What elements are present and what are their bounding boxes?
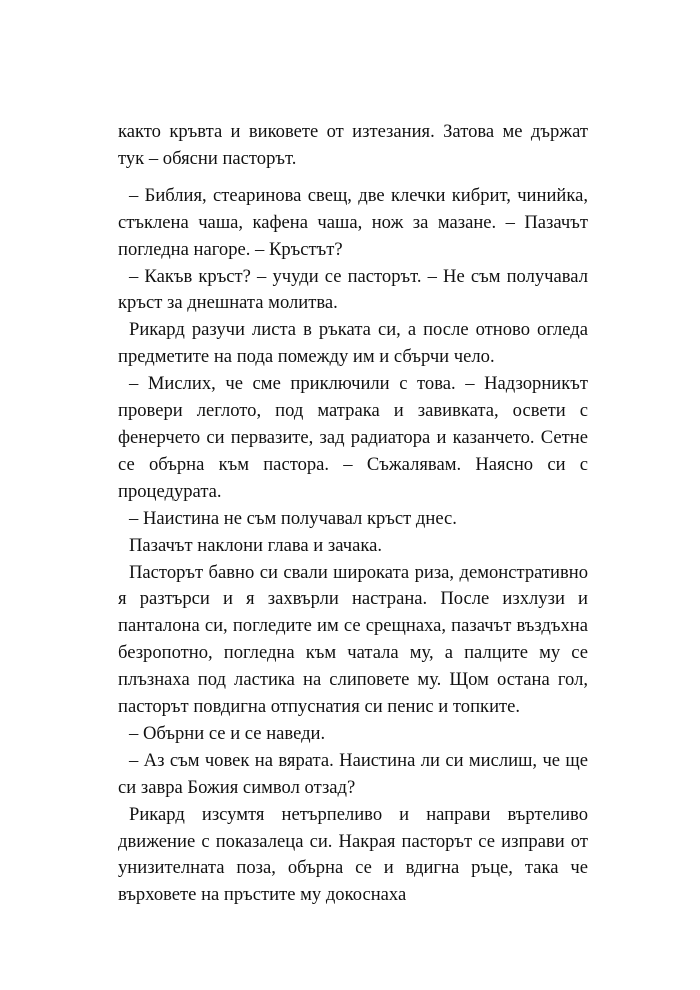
paragraph: както кръвта и виковете от изтезания. Затова ме държат тук – обясни пасторът.	[118, 121, 588, 169]
paragraph: Пазачът наклони глава и зачака.	[129, 534, 382, 556]
paragraph: Рикард изсумтя нетърпеливо и направи въртеливо движение с показалеца си. Накрая пасторът се изправи от унизителната поза, обърна се и вдигна ръце, така че върховете на пръстите му докоснаха	[118, 803, 588, 906]
paragraph: Рикард разучи листа в ръката си, а после отново огледа предметите на пода помежду им и сбърчи чело.	[118, 319, 588, 368]
paragraph: – Библия, стеаринова свещ, две клечки кибрит, чинийка, стъклена чаша, кафена чаша, нож за мазане. – Пазачът погледна нагоре. – Кръстът?	[118, 184, 588, 260]
body-text	[118, 119, 588, 909]
paragraph: – Мислих, че сме приключили с това. – Надзорникът провери леглото, под матрака и завивката, освети с фенерчето си первазите, зад радиатора и казанчето. Сетне се обърна към пастора. – Съжалявам. Наясно си с процедурата.	[118, 373, 588, 502]
paragraph: – Аз съм човек на вярата. Наистина ли си мислиш, че ще си завра Божия символ отзад?	[118, 749, 588, 798]
paragraph: – Наистина не съм получавал кръст днес.	[129, 507, 457, 529]
paragraph: – Какъв кръст? – учуди се пасторът. – Не съм получавал кръст за днешната молитва.	[118, 265, 588, 314]
paragraph: Пасторът бавно си свали широката риза, демонстративно я разтърси и я захвърли настрана. После изхлузи и панталона си, погледите им се срещнаха, пазачът въздъхна безропотно, погледна към чатала му, а палците му се плъзнаха под ластика на слиповете му. Щом остана гол, пасторът повдигна отпуснатия си пенис и топките.	[118, 561, 588, 718]
paragraph: – Обърни се и се наведи.	[129, 722, 326, 744]
